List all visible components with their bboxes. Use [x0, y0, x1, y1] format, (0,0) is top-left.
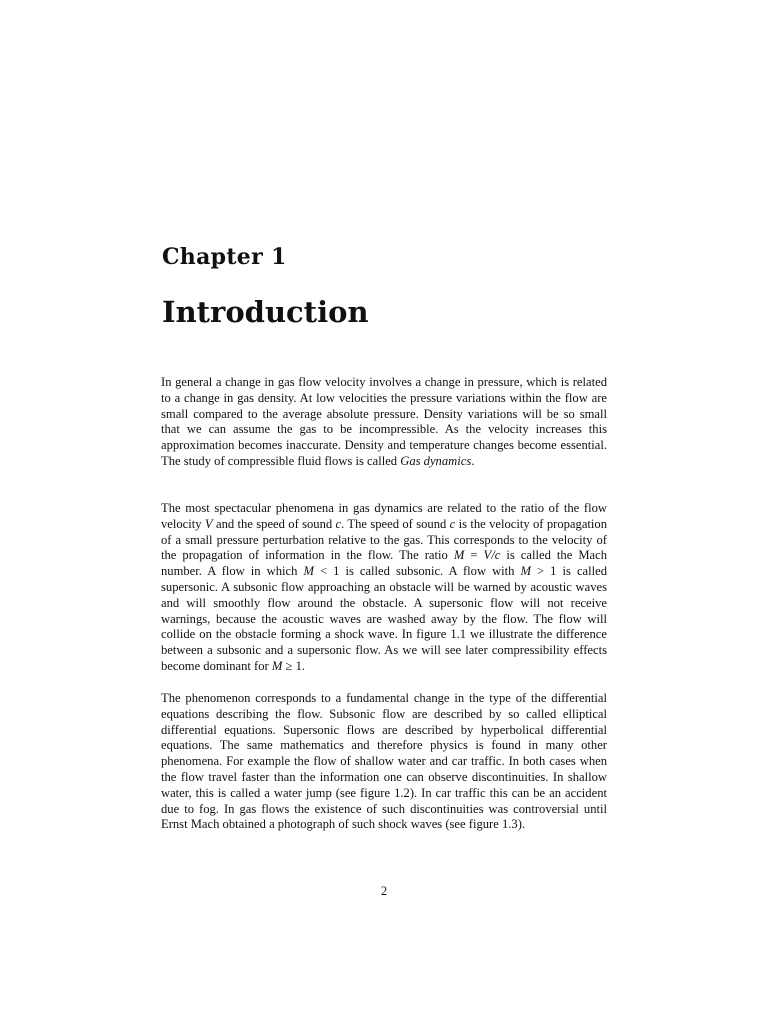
text-run: < 1 is called subsonic. A flow with — [313, 564, 521, 579]
paragraph-2 — [161, 501, 607, 675]
italic-text: c — [335, 516, 342, 531]
text-run: The most spectacular phenomena in gas dynamics are related to the ratio of the flow velocity — [161, 501, 607, 531]
text-run: The phenomenon corresponds to a fundamental change in the type of the differential equations describing the flow. Subsonic flow are described by so called elliptical differential equations. Supersonic flows are described by hyperbolical differential equations. The same mathematics and therefore physics is found in many other phenomena. For example the flow of shallow water and car traffic. In both cases when the flow travel faster than the information one can observe discontinuities. In shallow water, this is called a water jump (see figure 1.2). In car traffic this can be an accident due to fog. In gas flows the existence of such discontinuities was controversial until Ernst Mach obtained a photograph of such shock waves (see figure 1.3). — [161, 691, 607, 832]
text-run: = — [464, 548, 484, 563]
paragraph-3 — [161, 691, 607, 833]
italic-text: Gas dynamics — [400, 453, 472, 468]
italic-text: c — [449, 516, 456, 531]
text-run: is called the Mach number. A flow in which — [161, 548, 607, 579]
italic-text: M — [303, 564, 314, 579]
chapter-title: Introduction — [162, 295, 369, 329]
page-number: 2 — [380, 884, 388, 898]
italic-text: M — [271, 658, 283, 673]
text-run: In general a change in gas flow velocity involves a change in pressure, which is related to a change in gas density. At low velocities the pressure variations within the flow are small compared to the average absolute pressure. Density variations will be so small that we can assume the gas to be incompressible. As the velocity increases this approximation becomes inaccurate. Density and temperature changes become essential. The study of compressible fluid flows is called — [161, 375, 607, 468]
italic-text: M — [453, 548, 465, 563]
italic-text: V — [204, 516, 213, 531]
italic-text: M — [520, 564, 532, 579]
text-run: . The speed of sound — [341, 516, 450, 531]
paragraph-1 — [161, 375, 607, 470]
text-run: and the speed of sound — [212, 516, 336, 531]
text-run: ≥ 1. — [282, 658, 306, 673]
italic-text: V/c — [483, 548, 501, 563]
chapter-label: Chapter 1 — [162, 244, 287, 270]
text-run: is the velocity of propagation of a small pressure perturbation relative to the gas. This corresponds to the velocity of the propagation of information in the flow. The ratio — [161, 516, 607, 563]
text-run: . — [471, 453, 475, 468]
text-run: > 1 is called supersonic. A subsonic flow approaching an obstacle will be warned by acoustic waves and will smoothly flow around the obstacle. A supersonic flow will not receive warnings, because the acoustic waves are washed away by the flow. The flow will collide on the obstacle forming a shock wave. In figure 1.1 we illustrate the difference between a subsonic and a supersonic flow. As we will see later compressibility effects become dominant for — [161, 564, 608, 673]
